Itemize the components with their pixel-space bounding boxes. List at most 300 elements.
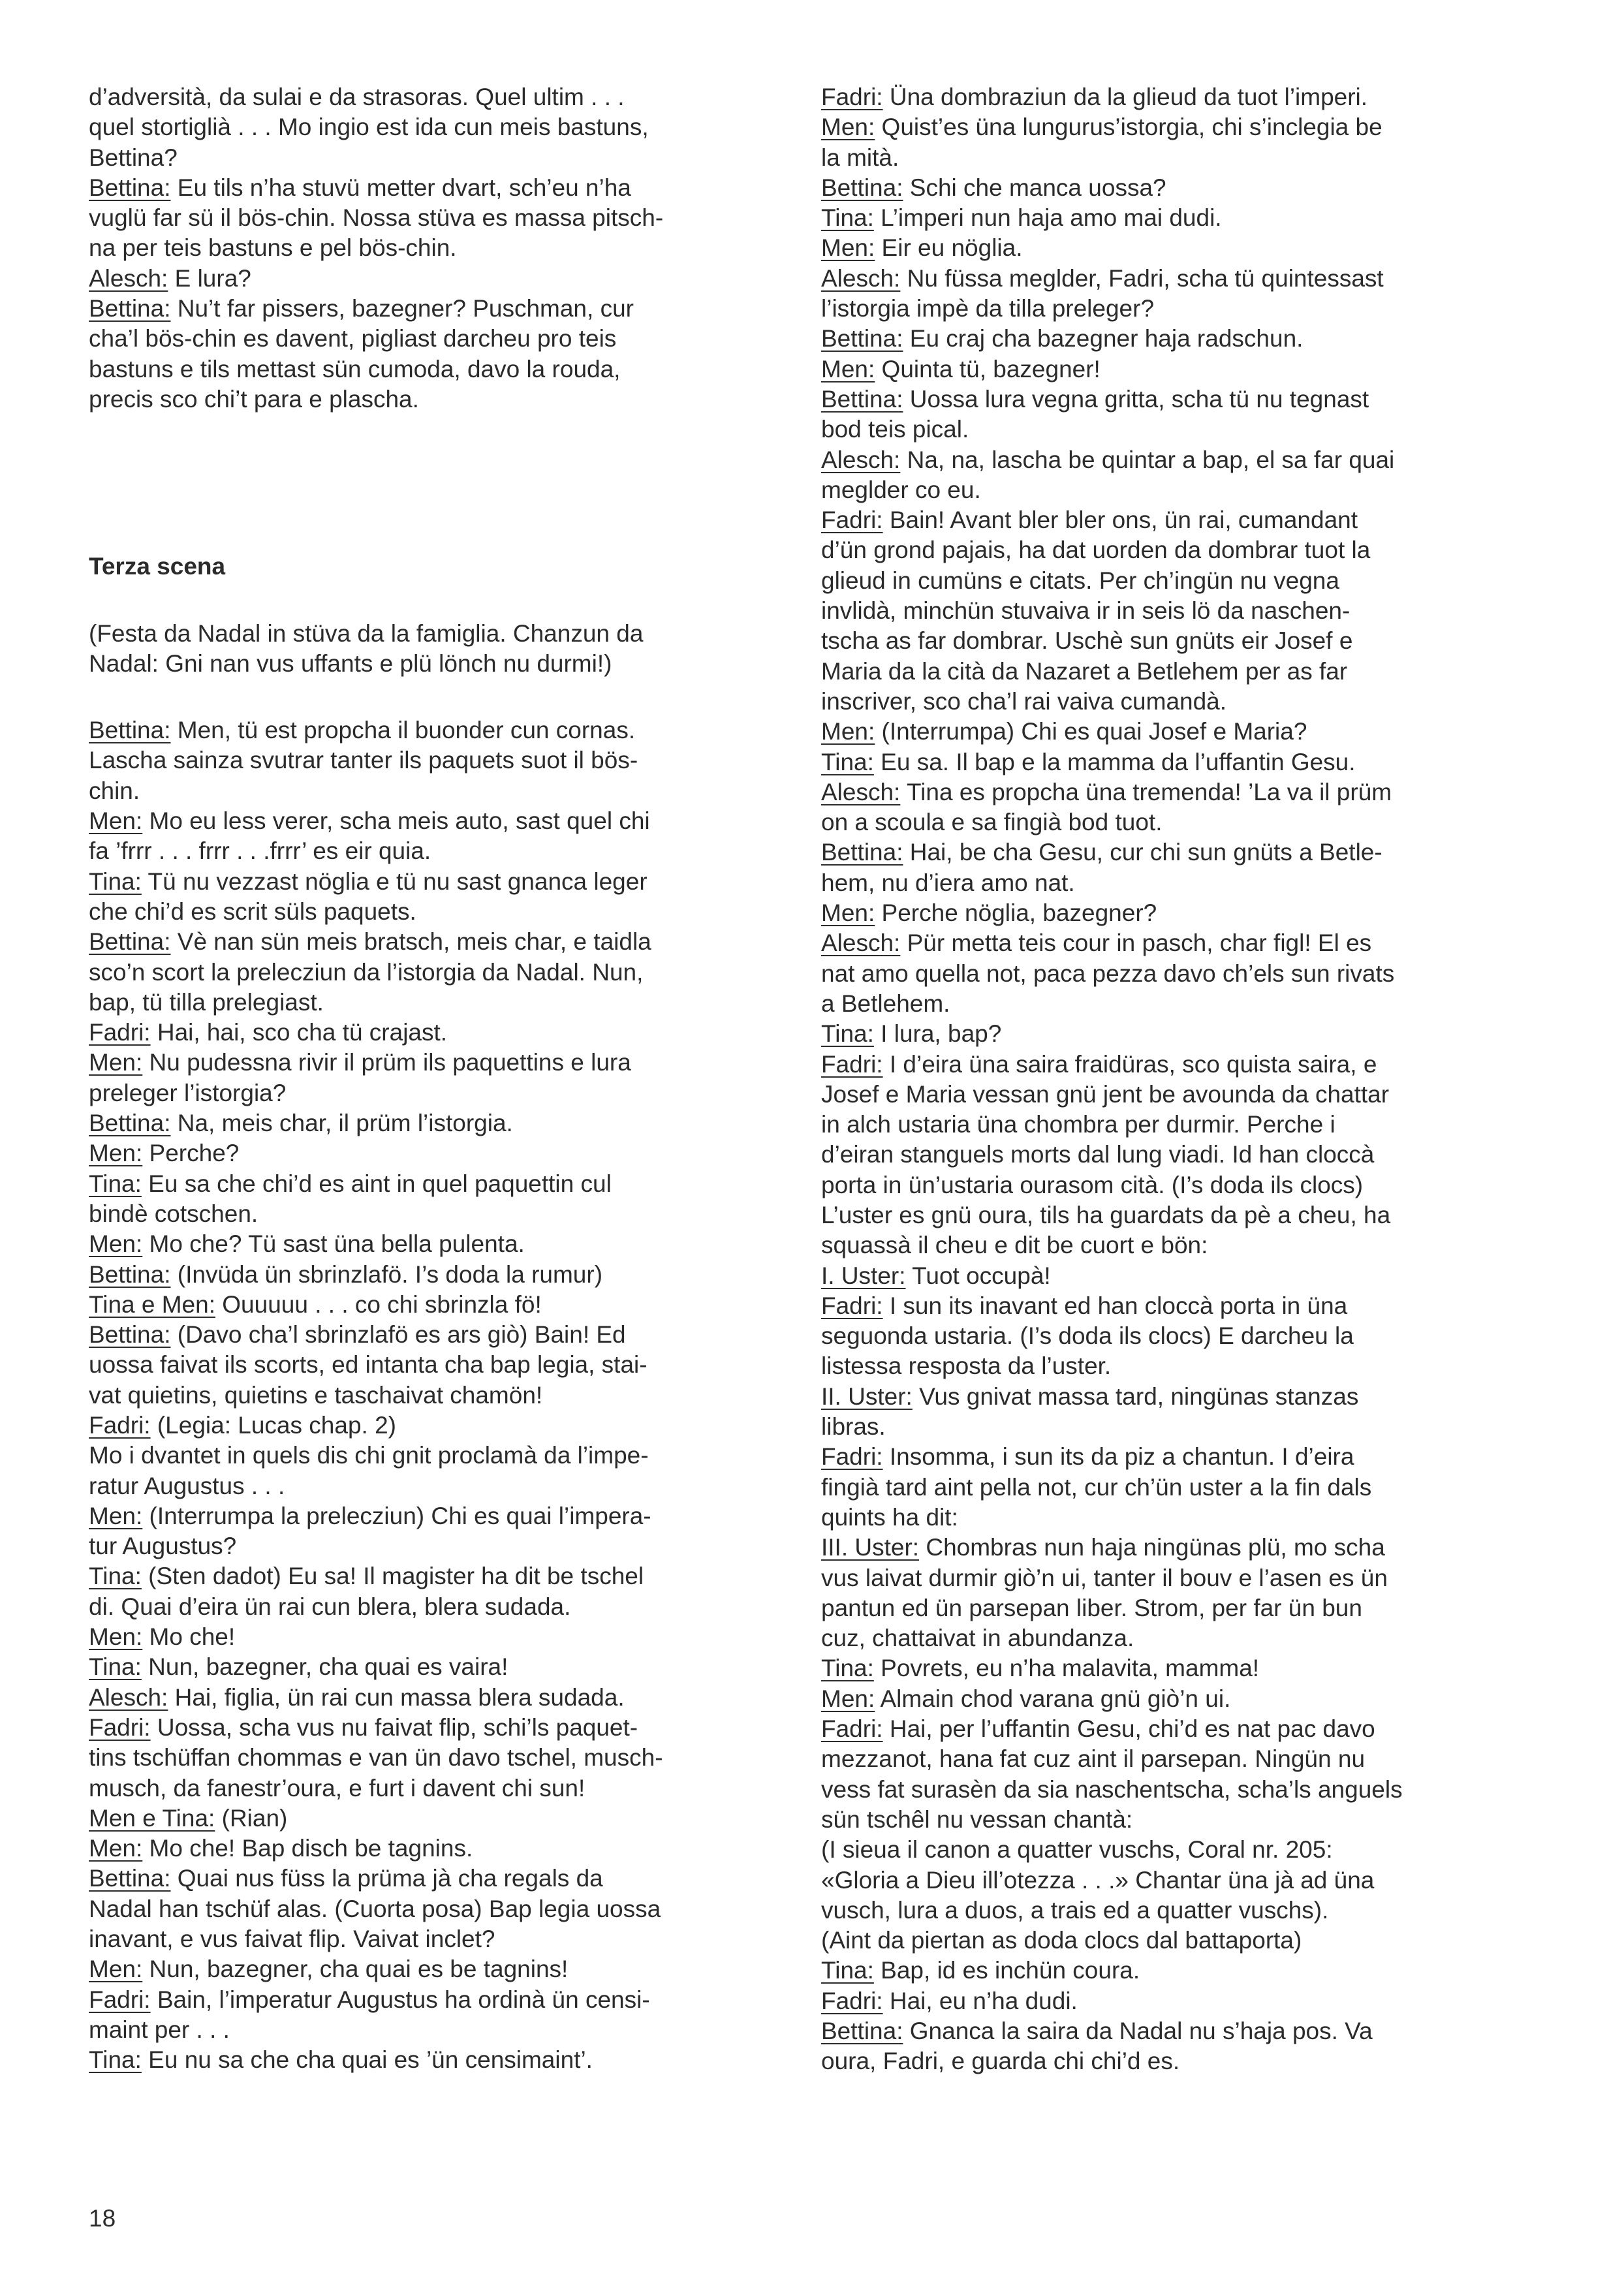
speaker-name: Fadri: (89, 1986, 151, 2013)
dialogue-line (821, 1321, 1504, 1351)
dialogue-text: (Rian) (215, 1804, 288, 1832)
dialogue-text: uossa faivat ils scorts, ed intanta cha bap legia, stai- (89, 1351, 648, 1379)
speaker-name: Alesch: (821, 929, 901, 957)
speaker-name: Tina: (821, 1020, 874, 1048)
dialogue-text: Eu tils n’ha stuvü metter dvart, sch’eu n’ha (170, 174, 631, 201)
dialogue-line (89, 745, 770, 775)
dialogue-text: Bain, l’imperatur Augustus ha ordinà ün censi- (150, 1986, 650, 2013)
dialogue-text: di. Quai d’eira ün rai cun blera, blera sudada. (89, 1593, 571, 1620)
dialogue-text: Gnanca la saira da Nadal nu s’haja pos. Va (903, 2018, 1373, 2044)
dialogue-line (821, 1473, 1504, 1503)
dialogue-text: (Legia: Lucas chap. 2) (150, 1411, 396, 1439)
dialogue-line (821, 505, 1504, 535)
dialogue-line (89, 776, 770, 806)
dialogue-line (821, 1563, 1504, 1593)
dialogue-text: libras. (821, 1413, 886, 1441)
speaker-name: Men: (89, 1502, 143, 1529)
dialogue-text: Maria da la cità da Nazaret a Betlehem per as far (821, 657, 1348, 685)
dialogue-line (89, 324, 770, 354)
dialogue-line (821, 1805, 1504, 1835)
dialogue-text: «Gloria a Dieu ill’otezza . . .» Chantar üna jà ad üna (821, 1866, 1375, 1894)
scene-heading: Terza scena (89, 553, 226, 580)
dialogue-line (821, 475, 1504, 505)
dialogue-line (821, 143, 1504, 173)
dialogue-text: Chombras nun haja ningünas plü, mo scha (919, 1534, 1385, 1561)
dialogue-text: tur Augustus? (89, 1533, 237, 1560)
dialogue-text: L’imperi nun haja amo mai dudi. (873, 204, 1222, 232)
speaker-name: Fadri: (821, 1987, 883, 2014)
dialogue-text: Ouuuuu . . . co chi sbrinzla fö! (215, 1290, 542, 1318)
dialogue-line (89, 1471, 770, 1501)
dialogue-text: vess fat surasèn da sia naschentscha, scha’ls anguels (821, 1775, 1403, 1803)
dialogue-text: on a scoula e sa fingià bod tuot. (821, 809, 1163, 836)
dialogue-text: cha’l bös-chin es davent, pigliast darcheu pro teis (89, 325, 617, 352)
dialogue-line (821, 1351, 1504, 1381)
dialogue-text: sün tschêl nu vessan chantà: (821, 1805, 1133, 1833)
dialogue-line (89, 173, 770, 203)
speaker-name: Bettina: (821, 174, 903, 201)
dialogue-text: precis sco chi’t para e plascha. (89, 385, 419, 413)
dialogue-text: preleger l’istorgia? (89, 1079, 287, 1106)
dialogue-line (821, 1050, 1504, 1080)
speaker-name: Bettina: (89, 1321, 171, 1349)
dialogue-line (821, 898, 1504, 928)
speaker-name: Men: (821, 234, 875, 262)
dialogue-line (89, 203, 770, 233)
speaker-name: Tina: (821, 204, 874, 232)
dialogue-text: inscriver, sco cha’l rai vaiva cumandà. (821, 687, 1227, 715)
dialogue-block-2 (89, 715, 770, 2075)
dialogue-line (821, 1986, 1504, 2016)
dialogue-text: d’ün grond pajais, ha dat uorden da dombrar tuot la (821, 537, 1371, 564)
dialogue-text: bod teis pical. (821, 416, 969, 443)
dialogue-text: Quai nus füss la prüma jà cha regals da (170, 1865, 603, 1892)
speaker-name: Men: (821, 355, 875, 382)
speaker-name: Men: (89, 1049, 143, 1076)
dialogue-text: nat amo quella not, paca pezza davo ch’els sun rivats (821, 960, 1395, 987)
speaker-name: Men: (821, 718, 875, 745)
dialogue-line (89, 1229, 770, 1259)
dialogue-text: Nu pudessna rivir il prüm ils paquettins e lura (142, 1049, 631, 1076)
dialogue-line (821, 1533, 1504, 1563)
dialogue-line (821, 1926, 1504, 1956)
dialogue-line (821, 1503, 1504, 1533)
speaker-name: Fadri: (821, 1050, 883, 1078)
dialogue-line (821, 596, 1504, 626)
dialogue-text: (Sten dadot) Eu sa! Il magister ha dit be tschel (141, 1563, 644, 1590)
dialogue-line (89, 1199, 770, 1229)
dialogue-line (89, 836, 770, 866)
dialogue-line (89, 294, 770, 324)
dialogue-text: Perche nöglia, bazegner? (875, 899, 1157, 927)
dialogue-line (821, 294, 1504, 324)
speaker-name: Fadri: (821, 1715, 883, 1743)
dialogue-text: squassà il cheu e dit be cuort e bön: (821, 1232, 1208, 1259)
dialogue-block-1 (89, 173, 770, 414)
dialogue-text: Lascha sainza svutrar tanter ils paquets suot il bös- (89, 747, 638, 774)
speaker-name: Men: (89, 1956, 143, 1983)
dialogue-text: Nun, bazegner, cha quai es vaira! (141, 1653, 508, 1681)
dialogue-text: Üna dombraziun da la glieud da tuot l’imperi. (882, 84, 1368, 110)
speaker-name: Bettina: (89, 717, 171, 744)
dialogue-text: fa ’frrr . . . frrr . . .frrr’ es eir quia. (89, 837, 431, 865)
dialogue-text: Na, meis char, il prüm l’istorgia. (170, 1110, 513, 1137)
dialogue-text: pantun ed ün parsepan liber. Strom, per far ün bun (821, 1594, 1362, 1621)
right-column (821, 82, 1504, 2077)
speaker-name: Bettina: (89, 1865, 171, 1892)
dialogue-line (821, 1866, 1504, 1896)
dialogue-text: Uossa, scha vus nu faivat flip, schi’ls paquet- (150, 1713, 638, 1741)
dialogue-line (89, 1924, 770, 1954)
dialogue-text: in alch ustaria üna chombra per durmir. Perche i (821, 1111, 1335, 1138)
dialogue-text: quints ha dit: (821, 1503, 958, 1531)
page-number: 18 (89, 2205, 116, 2232)
speaker-name: Men: (89, 1623, 143, 1651)
speaker-name: Alesch: (89, 264, 168, 292)
dialogue-line (821, 1261, 1504, 1291)
dialogue-text: mezzanot, hana fat cuz aint il parsepan. Ningün nu (821, 1745, 1366, 1773)
dialogue-text: Tina es propcha üna tremenda! ’La va il prüm (900, 778, 1392, 805)
dialogue-text: Mo eu less verer, scha meis auto, sast quel chi (142, 807, 650, 835)
speaker-name: Alesch: (821, 264, 901, 292)
dialogue-line (821, 1684, 1504, 1714)
dialogue-text: E lura? (168, 264, 251, 292)
dialogue-line (89, 867, 770, 897)
text-line: d’adversità, da sulai e da strasoras. Quel ultim . . . (89, 84, 625, 110)
dialogue-line (821, 384, 1504, 414)
dialogue-text: Quist’es üna lungurus’istorgia, chi s’inclegia be (875, 114, 1382, 141)
speaker-name: Tina: (89, 867, 142, 895)
dialogue-text: Vus gnivat massa tard, ningünas stanzas (912, 1382, 1359, 1410)
dialogue-text: Hai, eu n’ha dudi. (882, 1987, 1078, 2014)
dialogue-line (89, 958, 770, 988)
dialogue-line (821, 807, 1504, 837)
dialogue-text: oura, Fadri, e guarda chi chi’d es. (821, 2048, 1180, 2075)
dialogue-line (821, 354, 1504, 384)
dialogue-text: Mo che! Bap disch be tagnins. (142, 1835, 473, 1862)
speaker-name: Fadri: (89, 1411, 151, 1439)
dialogue-text: Josef e Maria vessan gnü jent be avounda da chattar (821, 1080, 1390, 1108)
speaker-name: Men: (821, 114, 875, 141)
dialogue-text: I d’eira üna saira fraidüras, sco quista saira, e (882, 1050, 1377, 1078)
dialogue-text: d’eiran stanguels morts dal lung viadi. Id han cloccà (821, 1141, 1375, 1168)
dialogue-text: Eu craj cha bazegner haja radschun. (903, 325, 1304, 352)
dialogue-text: bastuns e tils mettast sün cumoda, davo la rouda, (89, 355, 621, 382)
speaker-name: II. Uster: (821, 1382, 913, 1410)
speaker-name: Men: (821, 1685, 875, 1712)
dialogue-text: sco’n scort la prelecziun da l’istorgia da Nadal. Nun, (89, 958, 644, 986)
dialogue-text: Almain chod varana gnü giò’n ui. (875, 1685, 1231, 1712)
dialogue-line (821, 1714, 1504, 1744)
left-column (89, 82, 770, 2076)
dialogue-text: a Betlehem. (821, 990, 950, 1017)
dialogue-line (821, 1200, 1504, 1230)
dialogue-text: Men, tü est propcha il buonder cun cornas. (170, 717, 636, 744)
dialogue-line (89, 1683, 770, 1713)
dialogue-line (89, 1441, 770, 1471)
dialogue-text: porta in ün’ustaria ourasom cità. (I’s doda ils clocs) (821, 1171, 1364, 1198)
dialogue-block-3 (821, 82, 1504, 2077)
speaker-name: Fadri: (821, 1292, 883, 1319)
speaker-name: Tina: (89, 1170, 142, 1197)
dialogue-line (821, 1835, 1504, 1865)
dialogue-text: (Interrumpa la prelecziun) Chi es quai l’impera- (142, 1502, 651, 1529)
speaker-name: Men: (89, 1835, 143, 1862)
dialogue-line (89, 2015, 770, 2045)
dialogue-line (821, 1956, 1504, 1986)
dialogue-line (821, 989, 1504, 1019)
dialogue-line (821, 1019, 1504, 1049)
dialogue-line (89, 1411, 770, 1441)
dialogue-text: na per teis bastuns e pel bös-chin. (89, 234, 457, 262)
dialogue-line (821, 1110, 1504, 1140)
dialogue-text: invlidà, minchün stuvaiva ir in seis lö da naschen- (821, 597, 1351, 625)
dialogue-text: vat quietins, quietins e taschaivat chamön! (89, 1381, 543, 1409)
dialogue-line (821, 112, 1504, 142)
dialogue-line (89, 806, 770, 836)
speaker-name: Men e Tina: (89, 1804, 215, 1832)
speaker-name: Fadri: (821, 84, 883, 110)
dialogue-line (89, 1985, 770, 2015)
speaker-name: Alesch: (821, 446, 901, 473)
dialogue-line (89, 1834, 770, 1864)
dialogue-text: vuglü far sü il bös-chin. Nossa stüva es massa pitsch- (89, 204, 664, 232)
dialogue-line (89, 715, 770, 745)
dialogue-text: vusch, lura a duos, a trais ed a quatter vuschs). (821, 1896, 1329, 1924)
dialogue-line (89, 1894, 770, 1924)
dialogue-text: Eu sa. Il bap e la mamma da l’uffantin Gesu. (873, 748, 1356, 775)
dialogue-text: tins tschüffan chommas e van ün davo tschel, musch- (89, 1744, 663, 1772)
dialogue-line (821, 1291, 1504, 1321)
speaker-name: Bettina: (89, 1260, 171, 1288)
dialogue-text: Schi che manca uossa? (903, 174, 1166, 201)
dialogue-text: Nu füssa meglder, Fadri, scha tü quintessast (900, 264, 1384, 292)
dialogue-text: ratur Augustus . . . (89, 1472, 285, 1499)
dialogue-text: vus laivat durmir giò’n ui, tanter il bouv e l’asen es ün (821, 1564, 1388, 1591)
dialogue-text: Hai, be cha Gesu, cur chi sun gnüts a Betle- (903, 839, 1382, 866)
text-line: (Festa da Nadal in stüva da la famiglia. Chanzun da (89, 619, 644, 647)
speaker-name: Tina: (821, 748, 874, 775)
dialogue-text: maint per . . . (89, 2016, 230, 2043)
dialogue-line (821, 837, 1504, 867)
dialogue-text: (I sieua il canon a quatter vuschs, Coral nr. 205: (821, 1836, 1333, 1864)
text-line: Nadal: Gni nan vus uffants e plü lönch nu durmi!) (89, 649, 612, 677)
dialogue-line (821, 1080, 1504, 1110)
speaker-name: Men: (821, 899, 875, 927)
dialogue-line (89, 1773, 770, 1803)
dialogue-text: (Davo cha’l sbrinzlafö es ars giò) Bain! Ed (170, 1321, 626, 1349)
dialogue-text: I sun its inavant ed han cloccà porta in üna (882, 1292, 1348, 1319)
dialogue-text: Hai, per l’uffantin Gesu, chi’d es nat pac davo (882, 1715, 1375, 1743)
dialogue-text: I lura, bap? (873, 1020, 1002, 1048)
dialogue-text: chin. (89, 777, 140, 804)
text-line: Bettina? (89, 144, 178, 171)
dialogue-line (821, 1382, 1504, 1412)
dialogue-text: Pür metta teis cour in pasch, char figl! El es (900, 929, 1372, 957)
speaker-name: Bettina: (89, 928, 171, 956)
dialogue-text: cuz, chattaivat in abundanza. (821, 1625, 1134, 1652)
speaker-name: Tina: (89, 1563, 142, 1590)
dialogue-line (89, 354, 770, 384)
dialogue-line (89, 1652, 770, 1682)
dialogue-text: Eir eu nöglia. (875, 234, 1023, 262)
dialogue-line (821, 233, 1504, 263)
dialogue-text: glieud in cumüns e citats. Per ch’ingün nu vegna (821, 567, 1339, 594)
speaker-name: Men: (89, 1230, 143, 1258)
dialogue-text: Quinta tü, bazegner! (875, 355, 1101, 382)
speaker-name: I. Uster: (821, 1262, 906, 1289)
dialogue-line (821, 1623, 1504, 1653)
dialogue-line (89, 233, 770, 263)
speaker-name: Fadri: (821, 507, 883, 534)
dialogue-line (821, 717, 1504, 747)
dialogue-line (821, 687, 1504, 717)
speaker-name: Tina: (89, 1653, 142, 1681)
dialogue-line (89, 1743, 770, 1773)
dialogue-text: bap, tü tilla prelegiast. (89, 988, 324, 1016)
dialogue-line (821, 1744, 1504, 1774)
dialogue-line (89, 1108, 770, 1138)
dialogue-line (821, 747, 1504, 777)
dialogue-line (821, 1170, 1504, 1200)
speaker-name: III. Uster: (821, 1534, 920, 1561)
dialogue-line (89, 927, 770, 957)
dialogue-text: musch, da fanestr’oura, e furt i davent chi sun! (89, 1774, 586, 1802)
dialogue-line (821, 324, 1504, 354)
dialogue-line (89, 1864, 770, 1894)
dialogue-text: Perche? (142, 1140, 240, 1167)
dialogue-line (89, 1018, 770, 1048)
dialogue-line (821, 1593, 1504, 1623)
dialogue-text: Bain! Avant bler bler ons, ün rai, cumandant (882, 507, 1358, 534)
dialogue-text: (Invüda ün sbrinzlafö. I’s doda la rumur) (170, 1260, 603, 1288)
speaker-name: Men: (89, 807, 143, 835)
dialogue-text: Mo che! (142, 1623, 236, 1651)
dialogue-line (89, 1078, 770, 1108)
speaker-name: Fadri: (89, 1713, 151, 1741)
dialogue-line (821, 1775, 1504, 1805)
dialogue-text: Tü nu vezzast nöglia e tü nu sast gnanca leger (141, 867, 648, 895)
dialogue-line (89, 1561, 770, 1591)
dialogue-line (89, 264, 770, 294)
dialogue-line (89, 1169, 770, 1199)
dialogue-line (821, 1230, 1504, 1260)
dialogue-line (821, 626, 1504, 656)
dialogue-line (821, 1653, 1504, 1683)
dialogue-text: Vè nan sün meis bratsch, meis char, e taidla (170, 928, 651, 956)
dialogue-text: l’istorgia impè da tilla preleger? (821, 295, 1155, 322)
dialogue-text: listessa resposta da l’uster. (821, 1352, 1112, 1380)
dialogue-text: Hai, hai, sco cha tü crajast. (150, 1019, 448, 1046)
dialogue-line (89, 1290, 770, 1320)
speaker-name: Bettina: (89, 295, 171, 322)
dialogue-line (821, 959, 1504, 989)
speaker-name: Bettina: (821, 839, 903, 866)
dialogue-line (821, 928, 1504, 958)
dialogue-text: che chi’d es scrit süls paquets. (89, 898, 416, 925)
dialogue-line (89, 1501, 770, 1531)
dialogue-text: seguonda ustaria. (I’s doda ils clocs) E darcheu la (821, 1322, 1354, 1350)
dialogue-text: Nu’t far pissers, bazegner? Puschman, cur (170, 295, 634, 322)
dialogue-text: Nun, bazegner, cha quai es be tagnins! (142, 1956, 569, 1983)
speaker-name: Alesch: (89, 1683, 168, 1711)
dialogue-line (89, 384, 770, 414)
dialogue-text: (Interrumpa) Chi es quai Josef e Maria? (875, 718, 1307, 745)
dialogue-text: Mo che? Tü sast üna bella pulenta. (142, 1230, 525, 1258)
speaker-name: Bettina: (89, 174, 171, 201)
dialogue-text: bindè cotschen. (89, 1200, 258, 1227)
text-line: quel stortiglià . . . Mo ingio est ida cun meis bastuns, (89, 114, 649, 141)
dialogue-line (89, 988, 770, 1018)
dialogue-line (821, 777, 1504, 807)
dialogue-text: Hai, figlia, ün rai cun massa blera sudada. (168, 1683, 625, 1711)
dialogue-line (821, 535, 1504, 565)
speaker-name: Bettina: (821, 385, 903, 413)
dialogue-line (89, 1138, 770, 1168)
dialogue-line (89, 1531, 770, 1561)
speaker-name: Tina: (821, 1655, 874, 1682)
stage-direction (89, 619, 770, 679)
dialogue-text: fingià tard aint pella not, cur ch’ün uster a la fin dals (821, 1473, 1372, 1501)
speaker-name: Fadri: (89, 1019, 151, 1046)
speaker-name: Tina: (821, 1957, 874, 1984)
dialogue-line (821, 82, 1504, 112)
dialogue-line (821, 1442, 1504, 1472)
dialogue-line (89, 1381, 770, 1411)
dialogue-text: Povrets, eu n’ha malavita, mamma! (873, 1655, 1260, 1682)
dialogue-text: Mo i dvantet in quels dis chi gnit proclamà da l’impe- (89, 1442, 649, 1469)
dialogue-text: Bap, id es inchün coura. (873, 1957, 1140, 1984)
dialogue-line (821, 445, 1504, 475)
speaker-name: Tina: (89, 2046, 142, 2074)
dialogue-text: meglder co eu. (821, 476, 981, 503)
dialogue-line (89, 2045, 770, 2075)
dialogue-line (821, 173, 1504, 203)
dialogue-text: Insomma, i sun its da piz a chantun. I d’eira (882, 1443, 1354, 1471)
dialogue-line (821, 1412, 1504, 1442)
dialogue-text: inavant, e vus faivat flip. Vaivat inclet? (89, 1926, 495, 1953)
opening-paragraph (89, 82, 770, 173)
dialogue-line (89, 1320, 770, 1350)
dialogue-text: L’uster es gnü oura, tils ha guardats da pè a cheu, ha (821, 1201, 1391, 1228)
dialogue-text: la mità. (821, 144, 899, 171)
dialogue-line (821, 2046, 1504, 2076)
dialogue-line (89, 1622, 770, 1652)
speaker-name: Alesch: (821, 778, 901, 805)
dialogue-line (89, 1592, 770, 1622)
dialogue-text: (Aint da piertan as doda clocs dal battaporta) (821, 1927, 1302, 1954)
dialogue-line (89, 1048, 770, 1078)
dialogue-line (89, 1803, 770, 1834)
dialogue-line (821, 264, 1504, 294)
dialogue-text: Eu sa che chi’d es aint in quel paquettin cul (141, 1170, 612, 1197)
dialogue-text: Eu nu sa che cha quai es ’ün censimaint’. (141, 2046, 593, 2074)
dialogue-line (821, 203, 1504, 233)
dialogue-line (821, 566, 1504, 596)
speaker-name: Bettina: (821, 325, 903, 352)
speaker-name: Bettina: (821, 2018, 903, 2044)
speaker-name: Bettina: (89, 1110, 171, 1137)
dialogue-line (821, 414, 1504, 445)
dialogue-text: tscha as far dombrar. Uschè sun gnüts eir Josef e (821, 627, 1353, 655)
dialogue-line (89, 1350, 770, 1380)
dialogue-text: Uossa lura vegna gritta, scha tü nu tegnast (903, 385, 1369, 413)
speaker-name: Fadri: (821, 1443, 883, 1471)
dialogue-line (89, 1713, 770, 1743)
speaker-name: Men: (89, 1140, 143, 1167)
dialogue-line (821, 1896, 1504, 1926)
dialogue-text: hem, nu d’iera amo nat. (821, 869, 1075, 896)
